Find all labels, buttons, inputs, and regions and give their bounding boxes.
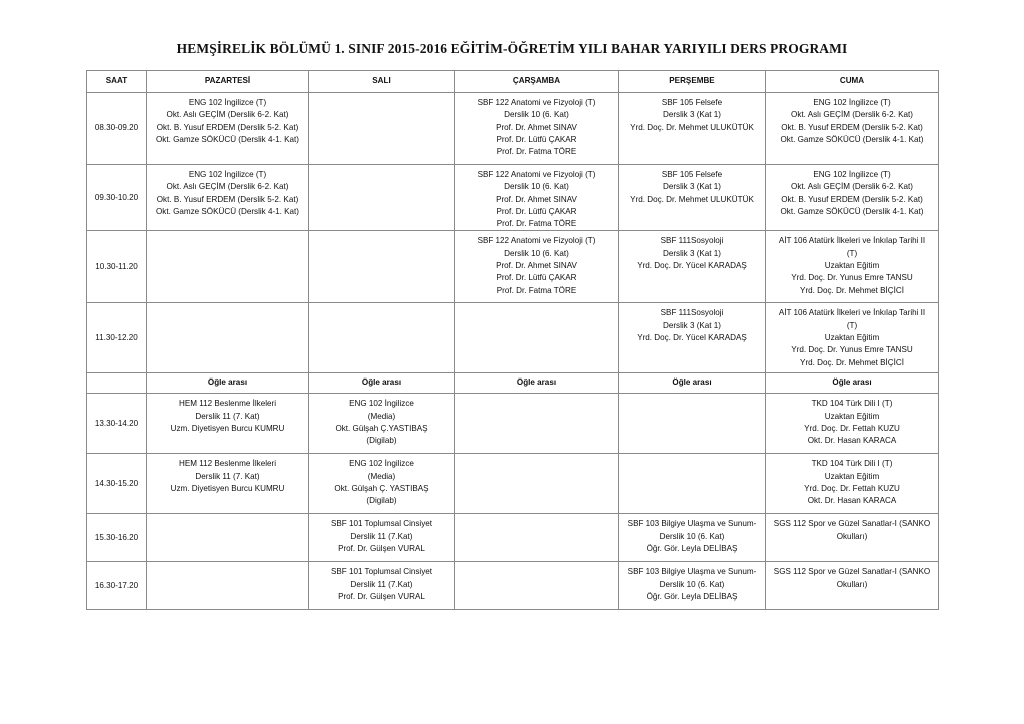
time-cell: 11.30-12.20 (87, 303, 147, 373)
course-line: Okt. Aslı GEÇİM (Derslik 6-2. Kat) (166, 182, 289, 192)
lunch-cell (309, 373, 455, 394)
course-line: ENG 102 İngilizce (T) (813, 98, 891, 107)
course-line: Derslik 11 (7. Kat) (195, 471, 260, 481)
course-cell (309, 165, 455, 231)
course-line: AİT 106 Atatürk İlkeleri ve İnkılap Tarihi II (778, 236, 926, 246)
course-line: Okulları) (836, 531, 868, 541)
course-cell (309, 454, 455, 514)
course-line: Uzm. Diyetisyen Burcu KUMRU (170, 424, 285, 434)
course-line: Prof. Dr. Lütfü ÇAKAR (496, 206, 577, 216)
course-cell (619, 394, 766, 454)
header-persembe: PERŞEMBE (619, 71, 766, 93)
course-line: Okt. Aslı GEÇİM (Derslik 6-2. Kat) (166, 110, 289, 120)
course-cell (766, 454, 939, 514)
header-saat: SAAT (87, 71, 147, 93)
course-line: HEM 112 Beslenme İlkeleri (178, 399, 276, 409)
course-cell (147, 514, 309, 562)
course-line: Prof. Dr. Ahmet SINAV (496, 261, 577, 271)
schedule-table (86, 70, 939, 610)
lunch-label: Öğle arası (516, 378, 557, 388)
course-line: Öğr. Gör. Leyla DELİBAŞ (646, 544, 738, 554)
course-line: SBF 103 Bilgiye Ulaşma ve Sunum- (627, 519, 757, 529)
course-cell (619, 231, 766, 303)
course-line: Prof. Dr. Lütfü ÇAKAR (496, 273, 577, 283)
time-cell: 16.30-17.20 (87, 562, 147, 610)
course-line: Derslik 10 (6. Kat) (504, 110, 569, 120)
course-line: Öğr. Gör. Leyla DELİBAŞ (646, 592, 738, 602)
course-line: Okt. B. Yusuf ERDEM (Derslik 5-2. Kat) (781, 194, 923, 204)
course-cell (766, 562, 939, 610)
course-line: ENG 102 İngilizce (349, 399, 414, 409)
lunch-row (87, 373, 939, 394)
course-line: Yrd. Doç. Dr. Yunus Emre TANSU (791, 345, 913, 355)
course-cell (619, 165, 766, 231)
time-cell: 13.30-14.20 (87, 394, 147, 454)
header-pazartesi: PAZARTESİ (147, 71, 309, 93)
course-line: SGS 112 Spor ve Güzel Sanatlar-I (SANKO (773, 567, 931, 577)
course-cell (766, 231, 939, 303)
course-line: Okt. Dr. Hasan KARACA (807, 436, 897, 446)
course-line: Prof. Dr. Fatma TÖRE (496, 219, 577, 229)
course-line: Prof. Dr. Ahmet SINAV (496, 194, 577, 204)
course-line: HEM 112 Beslenme İlkeleri (178, 459, 276, 469)
lunch-label: Öğle arası (832, 378, 872, 388)
time-cell: 10.30-11.20 (87, 231, 147, 303)
course-line: SBF 105 Felsefe (661, 98, 723, 107)
course-line: Derslik 10 (6. Kat) (504, 182, 569, 192)
course-line: Yrd. Doç. Dr. Mehmet ULUKÜTÜK (630, 122, 754, 132)
course-line: Okt. B. Yusuf ERDEM (Derslik 5-2. Kat) (781, 122, 923, 132)
lunch-cell (619, 373, 766, 394)
lunch-cell (147, 373, 309, 394)
course-cell (619, 514, 766, 562)
lunch-label: Öğle arası (361, 378, 402, 388)
course-line: Yrd. Doç. Dr. Mehmet ULUKÜTÜK (630, 194, 754, 204)
course-line: Okt. Gamze SÖKÜCÜ (Derslik 4-1. Kat) (780, 206, 924, 216)
header-carsamba: ÇARŞAMBA (455, 71, 619, 93)
course-line: Uzaktan Eğitim (824, 261, 880, 271)
table-row (87, 394, 939, 454)
course-line: Okt. Gamze SÖKÜCÜ (Derslik 4-1. Kat) (155, 206, 300, 216)
time-cell: 14.30-15.20 (87, 454, 147, 514)
course-cell (455, 514, 619, 562)
course-line: (Digilab) (366, 496, 397, 506)
course-line: SBF 105 Felsefe (661, 170, 723, 179)
course-line: Prof. Dr. Gülşen VURAL (338, 592, 425, 602)
time-cell: 09.30-10.20 (87, 165, 147, 231)
course-cell (455, 454, 619, 514)
course-line: Okt. Gülşah Ç.YASTIBAŞ (335, 424, 428, 434)
course-cell (147, 303, 309, 373)
course-line: Yrd. Doç. Dr. Mehmet BİÇİCİ (800, 285, 904, 295)
course-cell (309, 562, 455, 610)
course-cell (766, 165, 939, 231)
course-line: ENG 102 İngilizce (T) (813, 170, 891, 179)
course-line: Okt. Gamze SÖKÜCÜ (Derslik 4-1. Kat) (780, 134, 924, 144)
time-cell (87, 373, 147, 394)
course-cell (619, 93, 766, 165)
course-line: ENG 102 İngilizce (349, 459, 414, 469)
course-cell (147, 165, 309, 231)
table-row (87, 165, 939, 231)
table-row (87, 514, 939, 562)
course-line: Okt. Gamze SÖKÜCÜ (Derslik 4-1. Kat) (155, 134, 300, 144)
course-line: (Media) (367, 411, 396, 421)
course-line: Yrd. Doç. Dr. Yunus Emre TANSU (791, 273, 913, 283)
course-cell (147, 562, 309, 610)
course-cell (309, 303, 455, 373)
course-line: Okt. Aslı GEÇİM (Derslik 6-2. Kat) (791, 182, 913, 192)
course-line: (Media) (367, 471, 396, 481)
course-line: Derslik 11 (7.Kat) (350, 579, 413, 589)
course-line: Prof. Dr. Fatma TÖRE (496, 147, 577, 157)
course-line: SBF 122 Anatomi ve Fizyoloji (T) (477, 236, 596, 246)
lunch-cell (455, 373, 619, 394)
course-line: SBF 122 Anatomi ve Fizyoloji (T) (477, 98, 596, 107)
course-line: Derslik 3 (Kat 1) (662, 248, 722, 258)
course-cell (766, 303, 939, 373)
table-row (87, 93, 939, 165)
course-line: SBF 101 Toplumsal Cinsiyet (330, 567, 433, 577)
course-line: (T) (846, 248, 858, 258)
course-line: Yrd. Doç. Dr. Fettah KUZU (804, 484, 900, 494)
course-line: Okt. Gülşah Ç. YASTIBAŞ (334, 484, 429, 494)
course-cell (309, 514, 455, 562)
course-line: SBF 103 Bilgiye Ulaşma ve Sunum- (627, 567, 757, 577)
course-line: Prof. Dr. Fatma TÖRE (496, 285, 577, 295)
course-cell (455, 165, 619, 231)
header-sali: SALI (309, 71, 455, 93)
table-row (87, 303, 939, 373)
course-line: Yrd. Doç. Dr. Yücel KARADAŞ (637, 261, 747, 271)
course-cell (455, 231, 619, 303)
course-line: Uzaktan Eğitim (824, 333, 880, 343)
course-cell (766, 93, 939, 165)
course-cell (619, 303, 766, 373)
course-cell (619, 454, 766, 514)
course-line: Yrd. Doç. Dr. Yücel KARADAŞ (637, 333, 747, 343)
table-row (87, 562, 939, 610)
course-line: Derslik 3 (Kat 1) (662, 182, 722, 192)
course-line: SGS 112 Spor ve Güzel Sanatlar-I (SANKO (773, 519, 931, 529)
course-line: Derslik 3 (Kat 1) (662, 320, 722, 330)
lunch-cell (766, 373, 939, 394)
table-row (87, 454, 939, 514)
course-line: Derslik 10 (6. Kat) (659, 579, 725, 589)
course-line: Okt. B. Yusuf ERDEM (Derslik 5-2. Kat) (156, 194, 299, 204)
course-line: Uzaktan Eğitim (824, 471, 880, 481)
course-line: TKD 104 Türk Dili I (T) (811, 459, 893, 469)
course-line: TKD 104 Türk Dili I (T) (811, 399, 893, 409)
time-cell: 15.30-16.20 (87, 514, 147, 562)
course-cell (147, 454, 309, 514)
course-line: Derslik 11 (7. Kat) (195, 411, 260, 421)
course-cell (455, 562, 619, 610)
course-line: Okt. Aslı GEÇİM (Derslik 6-2. Kat) (791, 110, 913, 120)
course-line: Okulları) (836, 579, 868, 589)
course-cell (309, 394, 455, 454)
course-cell (766, 514, 939, 562)
course-line: (T) (846, 320, 858, 330)
table-row (87, 231, 939, 303)
course-cell (147, 394, 309, 454)
header-row (87, 71, 939, 93)
course-line: Prof. Dr. Gülşen VURAL (338, 544, 425, 554)
course-cell (455, 93, 619, 165)
course-line: (Digilab) (366, 436, 397, 446)
course-line: SBF 101 Toplumsal Cinsiyet (330, 519, 433, 529)
lunch-label: Öğle arası (207, 378, 248, 388)
page-title: HEMŞİRELİK BÖLÜMÜ 1. SINIF 2015-2016 EĞİTİM-ÖĞRETİM YILI BAHAR YARIYILI DERS PROGRAMI (176, 41, 848, 56)
course-line: Uzm. Diyetisyen Burcu KUMRU (170, 484, 285, 494)
course-line: Prof. Dr. Lütfü ÇAKAR (496, 134, 577, 144)
course-cell (455, 303, 619, 373)
course-line: Yrd. Doç. Dr. Fettah KUZU (804, 424, 900, 434)
course-line: Derslik 10 (6. Kat) (504, 248, 569, 258)
course-line: Okt. B. Yusuf ERDEM (Derslik 5-2. Kat) (156, 122, 299, 132)
course-cell (766, 394, 939, 454)
header-cuma: CUMA (766, 71, 939, 93)
course-line: ENG 102 İngilizce (T) (188, 170, 267, 179)
course-line: SBF 111Sosyoloji (660, 308, 724, 318)
course-line: Derslik 11 (7.Kat) (350, 531, 413, 541)
course-cell (147, 231, 309, 303)
course-line: Derslik 10 (6. Kat) (659, 531, 725, 541)
time-cell: 08.30-09.20 (87, 93, 147, 165)
course-line: Derslik 3 (Kat 1) (662, 110, 722, 120)
course-line: SBF 111Sosyoloji (660, 236, 724, 246)
lunch-label: Öğle arası (672, 378, 712, 388)
course-line: SBF 122 Anatomi ve Fizyoloji (T) (477, 170, 596, 179)
course-cell (147, 93, 309, 165)
course-line: ENG 102 İngilizce (T) (188, 98, 267, 107)
course-line: AİT 106 Atatürk İlkeleri ve İnkılap Tarihi II (778, 308, 926, 318)
course-cell (309, 231, 455, 303)
course-cell (619, 562, 766, 610)
course-cell (309, 93, 455, 165)
course-line: Uzaktan Eğitim (824, 411, 880, 421)
course-line: Yrd. Doç. Dr. Mehmet BİÇİCİ (800, 357, 904, 367)
course-line: Prof. Dr. Ahmet SINAV (496, 122, 577, 132)
course-cell (455, 394, 619, 454)
course-line: Okt. Dr. Hasan KARACA (807, 496, 897, 506)
